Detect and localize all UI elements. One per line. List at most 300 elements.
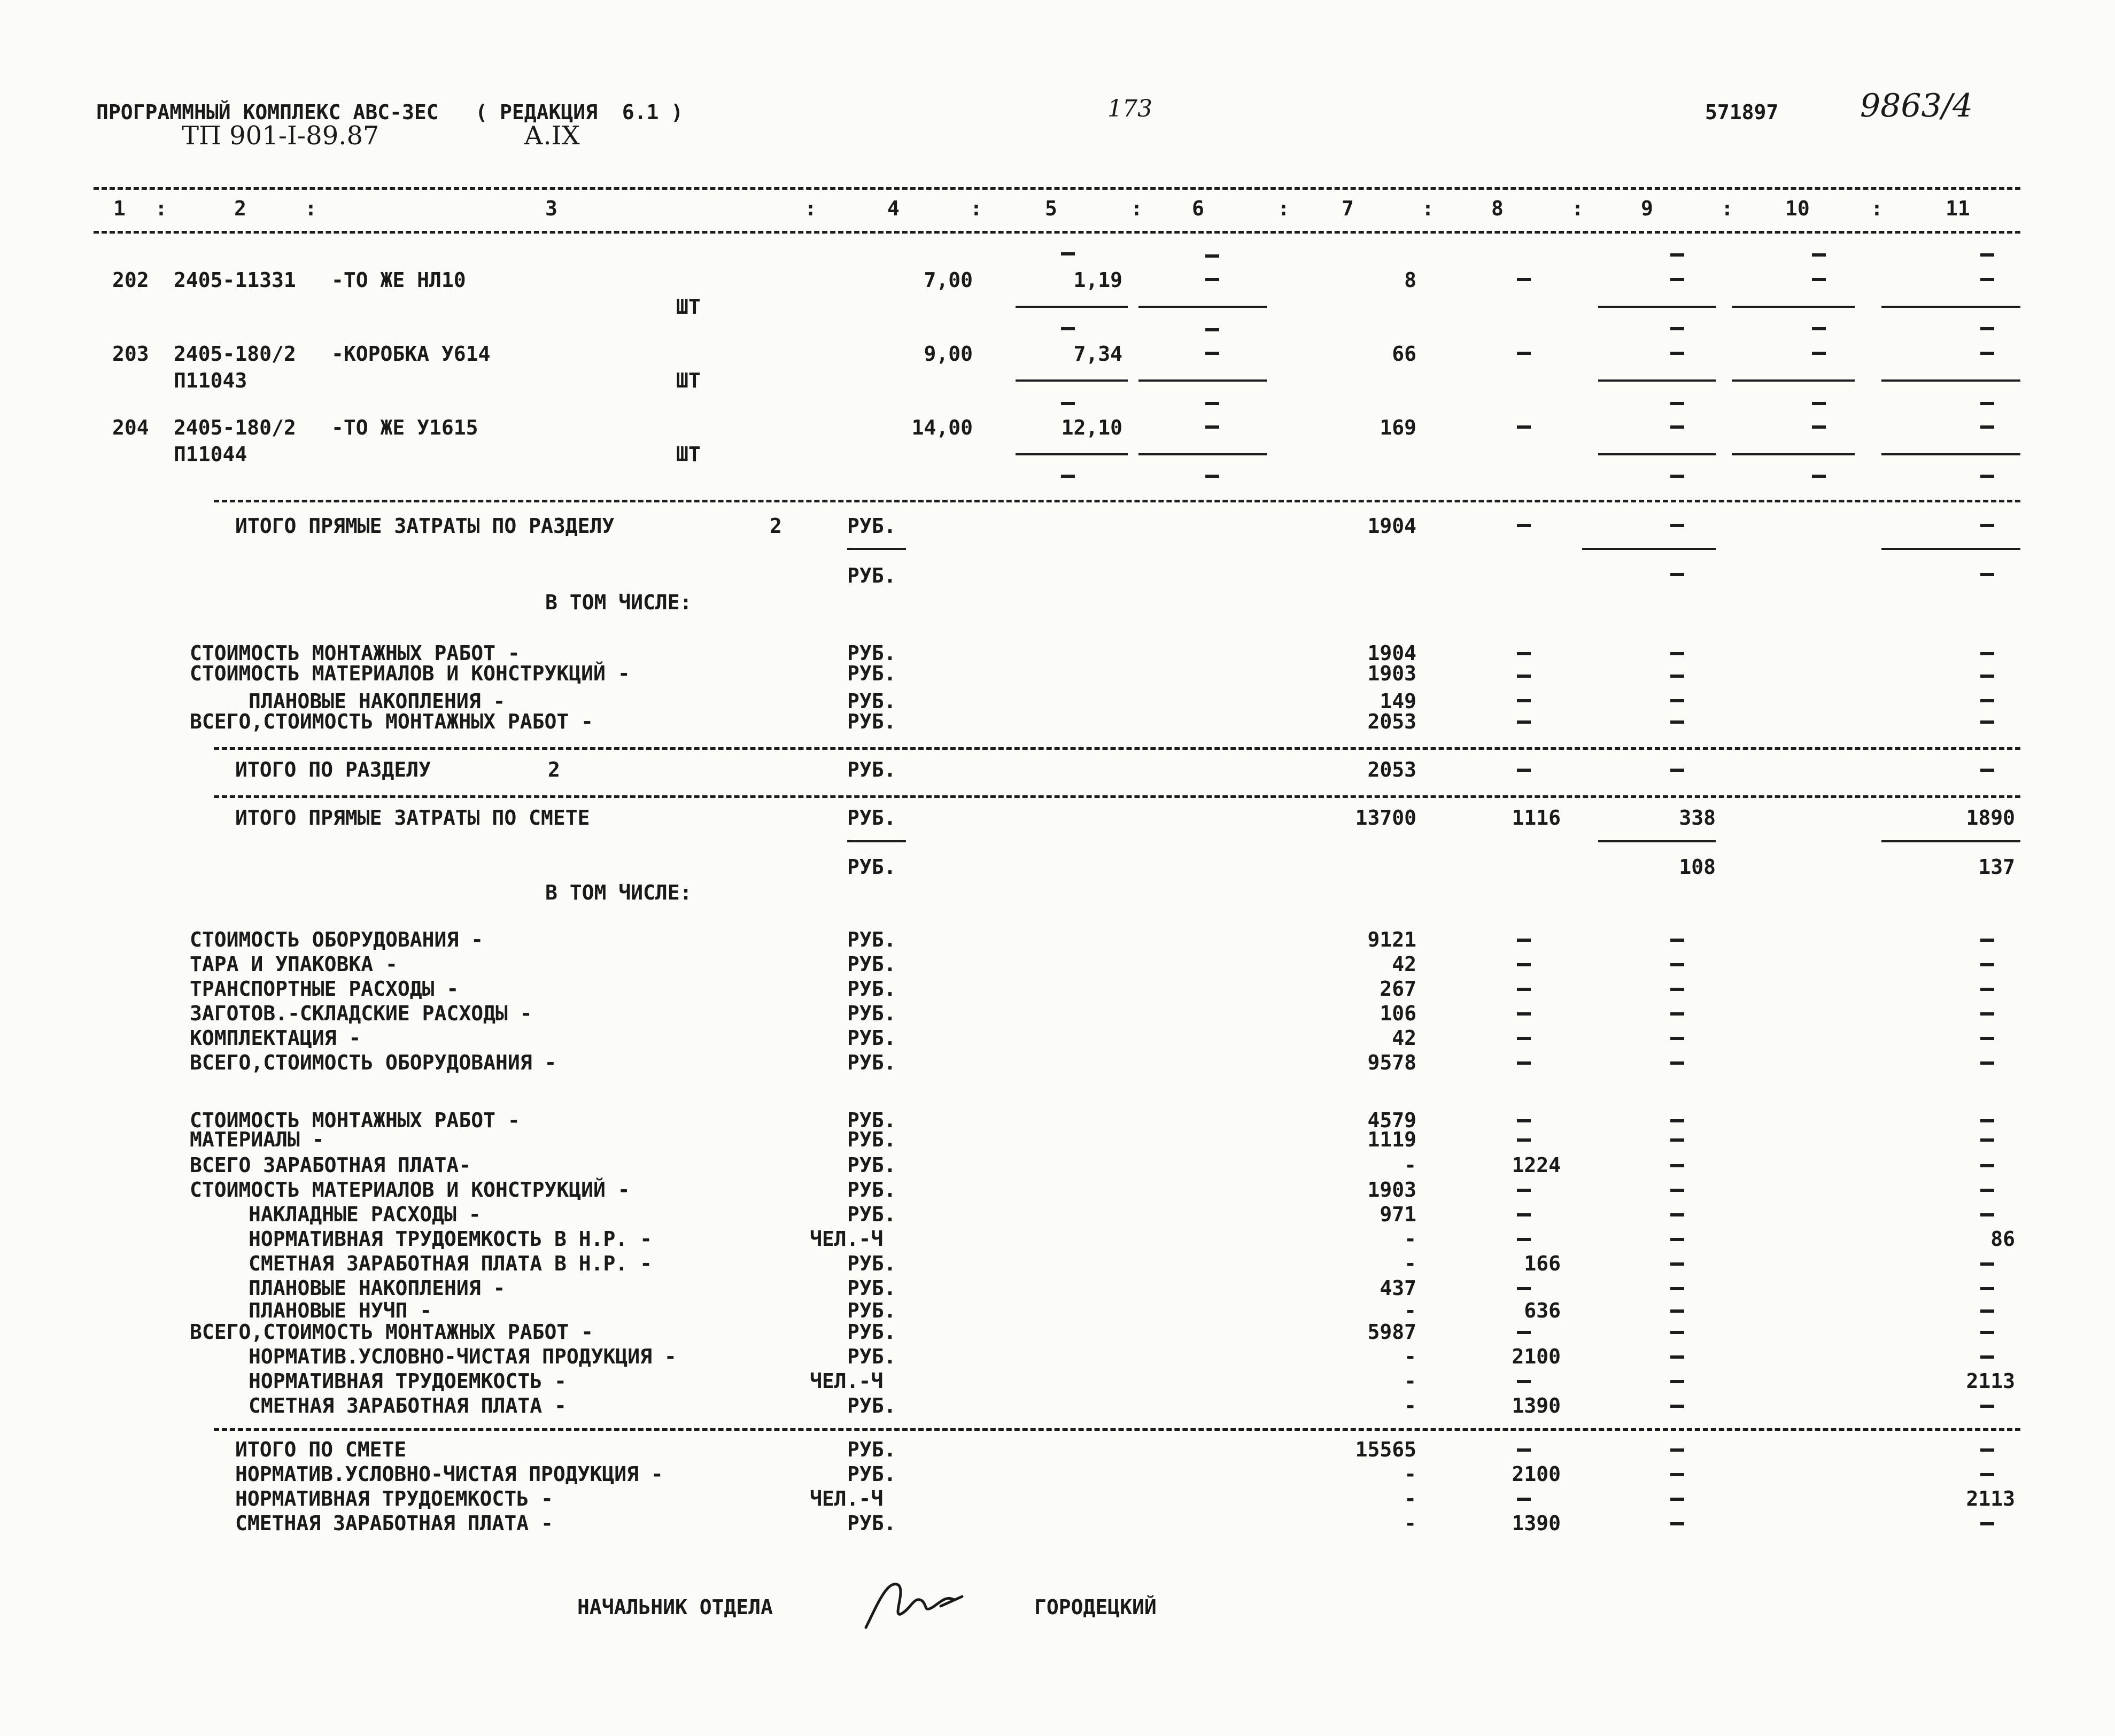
section-total-label: ИТОГО ПО РАЗДЕЛУ (235, 758, 431, 781)
empty-dash (1517, 1061, 1531, 1065)
works-unit: ЧЕЛ.-Ч (810, 1369, 884, 1393)
empty-dash (1670, 524, 1684, 527)
unit-rub: РУБ. (847, 758, 896, 781)
fraction-line (1732, 453, 1855, 455)
empty-dash (1980, 253, 1994, 257)
empty-dash (1061, 252, 1075, 255)
works-v8: 636 (1524, 1299, 1561, 1322)
item-unit-cost: 7,34 (1073, 342, 1122, 366)
empty-dash (1670, 963, 1684, 966)
works-label: НОРМАТИВНАЯ ТРУДОЕМКОСТЬ - (249, 1369, 567, 1393)
project-code: ТП 901-I-89.87 (182, 121, 379, 151)
empty-dash (1061, 475, 1075, 478)
empty-dash (1980, 1522, 1994, 1525)
item-total: 169 (1380, 416, 1416, 439)
item-number: 204 (112, 416, 149, 439)
sheet-number: 9863/4 (1860, 87, 1973, 125)
unit-rub: РУБ. (847, 855, 896, 879)
item-code: 2405-11331 (174, 268, 296, 292)
works-v7: 5987 (1367, 1320, 1416, 1344)
col-3: 3 (545, 197, 557, 220)
empty-dash (1670, 475, 1684, 478)
empty-dash (1670, 699, 1684, 702)
document-code: 571897 (1705, 100, 1779, 124)
empty-dash (1980, 1287, 1994, 1290)
works-v8: 166 (1524, 1252, 1561, 1275)
empty-dash (1980, 720, 1994, 724)
works-label: ВСЕГО ЗАРАБОТНАЯ ПЛАТА- (190, 1153, 471, 1177)
empty-dash (1517, 1380, 1531, 1383)
works-unit: РУБ. (847, 1178, 896, 1202)
fraction-line (847, 548, 906, 550)
empty-dash (1670, 1037, 1684, 1040)
works-v8: 2100 (1512, 1345, 1561, 1368)
col-2: 2 (234, 197, 246, 220)
empty-dash (1517, 939, 1531, 942)
works-unit: РУБ. (847, 1128, 896, 1151)
unit-rub: РУБ. (847, 806, 896, 830)
empty-dash (1517, 652, 1531, 655)
item-unit-cost: 1,19 (1073, 268, 1122, 292)
section-total-rule (214, 795, 2020, 798)
empty-dash (1980, 939, 1994, 942)
total-v11: 2113 (1966, 1487, 2015, 1510)
empty-dash (1670, 675, 1684, 678)
empty-dash (1980, 425, 1994, 429)
col-5: 5 (1045, 197, 1057, 220)
fraction-line (1016, 306, 1128, 308)
breakdown-unit: РУБ. (847, 641, 896, 665)
item-description: -ТО ЖЕ НЛ10 (331, 268, 466, 292)
fraction-line (1598, 453, 1716, 455)
works-unit: РУБ. (847, 1299, 896, 1322)
empty-dash (1670, 1138, 1684, 1142)
empty-dash (1980, 1448, 1994, 1452)
empty-dash (1670, 327, 1684, 330)
works-v7: 971 (1380, 1203, 1416, 1226)
works-unit: РУБ. (847, 1320, 896, 1344)
equipment-label: КОМПЛЕКТАЦИЯ - (190, 1026, 361, 1050)
empty-dash (1980, 699, 1994, 702)
equipment-label: ТРАНСПОРТНЫЕ РАСХОДЫ - (190, 977, 459, 1001)
estimate-direct-v11: 1890 (1966, 806, 2015, 830)
empty-dash (1517, 1287, 1531, 1290)
item-unit-cost: 12,10 (1061, 416, 1122, 439)
fraction-line (1881, 379, 2020, 382)
empty-dash (1670, 652, 1684, 655)
empty-dash (1980, 1037, 1994, 1040)
empty-dash (1812, 327, 1826, 330)
estimate-direct-v7: 13700 (1355, 806, 1416, 830)
fraction-line (1582, 548, 1716, 550)
item-number: 202 (112, 268, 149, 292)
fraction-line (1598, 379, 1716, 382)
works-unit: РУБ. (847, 1109, 896, 1132)
empty-dash (1980, 524, 1994, 527)
col-9: 9 (1641, 197, 1653, 220)
fraction-line (1598, 840, 1716, 842)
col-7: 7 (1342, 197, 1354, 220)
item-total: 8 (1404, 268, 1416, 292)
empty-dash (1670, 1238, 1684, 1241)
empty-dash (1205, 352, 1219, 355)
empty-dash (1980, 1262, 1994, 1266)
col-6: 6 (1192, 197, 1204, 220)
empty-dash (1670, 1405, 1684, 1408)
empty-dash (1670, 1522, 1684, 1525)
empty-dash (1670, 253, 1684, 257)
estimate-v11-second: 137 (1978, 855, 2015, 879)
col-separator: : (1721, 197, 1733, 220)
empty-dash (1670, 402, 1684, 405)
equipment-label: ЗАГОТОВ.-СКЛАДСКИЕ РАСХОДЫ - (190, 1002, 532, 1025)
empty-dash (1812, 425, 1826, 429)
handwritten-signature-icon (861, 1574, 967, 1633)
works-unit: РУБ. (847, 1394, 896, 1417)
col-separator: : (804, 197, 817, 220)
empty-dash (1980, 1405, 1994, 1408)
total-v8: 1390 (1512, 1512, 1561, 1535)
section-including-heading: В ТОМ ЧИСЛЕ: (545, 591, 692, 614)
equipment-label: ТАРА И УПАКОВКА - (190, 952, 398, 976)
item-number: 203 (112, 342, 149, 366)
estimate-including-heading: В ТОМ ЧИСЛЕ: (545, 881, 692, 904)
works-v7: 4579 (1367, 1109, 1416, 1132)
total-label: НОРМАТИВ.УСЛОВНО-ЧИСТАЯ ПРОДУКЦИЯ - (235, 1462, 663, 1486)
breakdown-label: СТОИМОСТЬ МОНТАЖНЫХ РАБОТ - (190, 641, 520, 665)
works-unit: РУБ. (847, 1276, 896, 1300)
total-v7: - (1404, 1512, 1416, 1535)
empty-dash (1061, 402, 1075, 405)
breakdown-value: 149 (1380, 689, 1416, 713)
empty-dash (1980, 475, 1994, 478)
fraction-line (1138, 379, 1267, 382)
empty-dash (1517, 988, 1531, 991)
works-label: ВСЕГО,СТОИМОСТЬ МОНТАЖНЫХ РАБОТ - (190, 1320, 593, 1344)
works-unit: РУБ. (847, 1153, 896, 1177)
empty-dash (1670, 1061, 1684, 1065)
equipment-value: 9578 (1367, 1051, 1416, 1074)
total-label: СМЕТНАЯ ЗАРАБОТНАЯ ПЛАТА - (235, 1512, 553, 1535)
fraction-line (1016, 379, 1128, 382)
empty-dash (1205, 475, 1219, 478)
section-number: 2 (770, 514, 782, 538)
empty-dash (1517, 963, 1531, 966)
total-label: НОРМАТИВНАЯ ТРУДОЕМКОСТЬ - (235, 1487, 553, 1510)
breakdown-value: 1903 (1367, 662, 1416, 685)
works-v7: - (1404, 1227, 1416, 1251)
equipment-unit: РУБ. (847, 952, 896, 976)
empty-dash (1205, 328, 1219, 331)
works-v7: - (1404, 1345, 1416, 1368)
total-v7: - (1404, 1487, 1416, 1510)
item-unit: ШТ (676, 443, 701, 466)
empty-dash (1517, 352, 1531, 355)
works-v7: - (1404, 1153, 1416, 1177)
fraction-line (847, 840, 906, 842)
equipment-label: СТОИМОСТЬ ОБОРУДОВАНИЯ - (190, 928, 484, 951)
empty-dash (1670, 939, 1684, 942)
equipment-unit: РУБ. (847, 1026, 896, 1050)
empty-dash (1980, 327, 1994, 330)
fraction-line (1598, 306, 1716, 308)
empty-dash (1517, 1138, 1531, 1142)
empty-dash (1517, 769, 1531, 772)
col-separator: : (155, 197, 167, 220)
item-sub-code: П11043 (174, 369, 247, 392)
empty-dash (1670, 1448, 1684, 1452)
fraction-line (1881, 306, 2020, 308)
section-total-rule (214, 747, 2020, 750)
signature-title: НАЧАЛЬНИК ОТДЕЛА (577, 1595, 773, 1619)
col-4: 4 (887, 197, 900, 220)
empty-dash (1980, 1138, 1994, 1142)
empty-dash (1812, 475, 1826, 478)
total-v7: 15565 (1355, 1438, 1416, 1461)
fraction-line (1732, 306, 1855, 308)
empty-dash (1670, 1380, 1684, 1383)
empty-dash (1517, 699, 1531, 702)
empty-dash (1980, 278, 1994, 281)
col-separator: : (1130, 197, 1143, 220)
empty-dash (1670, 1309, 1684, 1313)
empty-dash (1517, 1012, 1531, 1016)
fraction-line (1732, 379, 1855, 382)
works-v7: 437 (1380, 1276, 1416, 1300)
empty-dash (1980, 1061, 1994, 1065)
program-title: ПРОГРАММНЫЙ КОМПЛЕКС АВС-3ЕС ( РЕДАКЦИЯ 6.1 ) (96, 100, 684, 124)
empty-dash (1517, 524, 1531, 527)
equipment-unit: РУБ. (847, 928, 896, 951)
unit-rub: РУБ. (847, 514, 896, 538)
breakdown-label: ПЛАНОВЫЕ НАКОПЛЕНИЯ - (249, 689, 506, 713)
item-unit: ШТ (676, 295, 701, 319)
estimate-direct-v8: 1116 (1512, 806, 1561, 830)
breakdown-unit: РУБ. (847, 662, 896, 685)
works-unit: РУБ. (847, 1252, 896, 1275)
empty-dash (1812, 352, 1826, 355)
empty-dash (1670, 1331, 1684, 1334)
item-quantity: 9,00 (924, 342, 973, 366)
album-number: А.IX (524, 121, 580, 151)
estimate-v9-second: 108 (1679, 855, 1716, 879)
col-separator: : (305, 197, 317, 220)
works-label: ПЛАНОВЫЕ НУЧП - (249, 1299, 432, 1322)
equipment-value: 106 (1380, 1002, 1416, 1025)
empty-dash (1205, 278, 1219, 281)
empty-dash (1980, 1331, 1994, 1334)
empty-dash (1670, 1287, 1684, 1290)
col-separator: : (1871, 197, 1883, 220)
empty-dash (1517, 1037, 1531, 1040)
item-quantity: 14,00 (911, 416, 973, 439)
col-8: 8 (1491, 197, 1504, 220)
equipment-unit: РУБ. (847, 977, 896, 1001)
equipment-unit: РУБ. (847, 1002, 896, 1025)
empty-dash (1980, 402, 1994, 405)
empty-dash (1670, 1262, 1684, 1266)
works-v11: 2113 (1966, 1369, 2015, 1393)
header-rule-top (94, 187, 2020, 190)
empty-dash (1980, 652, 1994, 655)
section-direct-label: ИТОГО ПРЯМЫЕ ЗАТРАТЫ ПО РАЗДЕЛУ (235, 514, 615, 538)
works-label: НОРМАТИВНАЯ ТРУДОЕМКОСТЬ В Н.Р. - (249, 1227, 652, 1251)
empty-dash (1670, 988, 1684, 991)
signature-name: ГОРОДЕЦКИЙ (1034, 1595, 1157, 1619)
works-label: СТОИМОСТЬ МАТЕРИАЛОВ И КОНСТРУКЦИЙ - (190, 1178, 630, 1202)
total-unit: РУБ. (847, 1462, 896, 1486)
empty-dash (1670, 1189, 1684, 1192)
breakdown-label: СТОИМОСТЬ МАТЕРИАЛОВ И КОНСТРУКЦИЙ - (190, 662, 630, 685)
col-separator: : (970, 197, 982, 220)
empty-dash (1980, 1355, 1994, 1359)
estimate-direct-v9: 338 (1679, 806, 1716, 830)
empty-dash (1670, 769, 1684, 772)
item-description: -ТО ЖЕ У1615 (331, 416, 478, 439)
page-number: 173 (1107, 95, 1152, 122)
works-label: ПЛАНОВЫЕ НАКОПЛЕНИЯ - (249, 1276, 506, 1300)
breakdown-label: ВСЕГО,СТОИМОСТЬ МОНТАЖНЫХ РАБОТ - (190, 710, 593, 733)
empty-dash (1980, 1164, 1994, 1167)
fraction-line (1881, 840, 2020, 842)
empty-dash (1517, 1213, 1531, 1216)
empty-dash (1670, 1012, 1684, 1016)
empty-dash (1670, 573, 1684, 576)
empty-dash (1980, 963, 1994, 966)
empty-dash (1061, 327, 1075, 330)
empty-dash (1205, 254, 1219, 258)
header-rule-bottom (94, 231, 2020, 234)
empty-dash (1980, 1213, 1994, 1216)
empty-dash (1670, 1498, 1684, 1501)
works-label: СТОИМОСТЬ МОНТАЖНЫХ РАБОТ - (190, 1109, 520, 1132)
empty-dash (1670, 1213, 1684, 1216)
empty-dash (1517, 278, 1531, 281)
empty-dash (1517, 1119, 1531, 1122)
breakdown-unit: РУБ. (847, 689, 896, 713)
empty-dash (1670, 1473, 1684, 1476)
section-total-value: 2053 (1367, 758, 1416, 781)
empty-dash (1670, 1119, 1684, 1122)
works-label: СМЕТНАЯ ЗАРАБОТНАЯ ПЛАТА - (249, 1394, 567, 1417)
empty-dash (1517, 1189, 1531, 1192)
equipment-value: 42 (1392, 1026, 1416, 1050)
empty-dash (1812, 253, 1826, 257)
fraction-line (1881, 548, 2020, 550)
equipment-unit: РУБ. (847, 1051, 896, 1074)
fraction-line (1881, 453, 2020, 455)
col-separator: : (1571, 197, 1584, 220)
works-v8: 1390 (1512, 1394, 1561, 1417)
empty-dash (1205, 425, 1219, 429)
works-label: НАКЛАДНЫЕ РАСХОДЫ - (249, 1203, 481, 1226)
item-quantity: 7,00 (924, 268, 973, 292)
works-unit: ЧЕЛ.-Ч (810, 1227, 884, 1251)
breakdown-unit: РУБ. (847, 710, 896, 733)
item-sub-code: П11044 (174, 443, 247, 466)
empty-dash (1670, 1355, 1684, 1359)
total-unit: РУБ. (847, 1438, 896, 1461)
item-code: 2405-180/2 (174, 342, 296, 366)
col-separator: : (1277, 197, 1290, 220)
empty-dash (1980, 1473, 1994, 1476)
item-unit: ШТ (676, 369, 701, 392)
item-description: -КОРОБКА У614 (331, 342, 491, 366)
col-11: 11 (1946, 197, 1970, 220)
works-v7: - (1404, 1394, 1416, 1417)
empty-dash (1517, 1448, 1531, 1452)
total-label: ИТОГО ПО СМЕТЕ (235, 1438, 407, 1461)
section-rule (214, 500, 2020, 502)
works-v7: - (1404, 1252, 1416, 1275)
works-v8: 1224 (1512, 1153, 1561, 1177)
works-v11: 86 (1990, 1227, 2015, 1251)
fraction-line (1138, 453, 1267, 455)
grand-total-rule (214, 1428, 2020, 1431)
col-1: 1 (113, 197, 126, 220)
estimate-direct-label: ИТОГО ПРЯМЫЕ ЗАТРАТЫ ПО СМЕТЕ (235, 806, 590, 830)
empty-dash (1517, 675, 1531, 678)
works-unit: РУБ. (847, 1345, 896, 1368)
empty-dash (1670, 1164, 1684, 1167)
empty-dash (1670, 720, 1684, 724)
breakdown-value: 1904 (1367, 641, 1416, 665)
empty-dash (1980, 1012, 1994, 1016)
works-v7: 1903 (1367, 1178, 1416, 1202)
empty-dash (1980, 1119, 1994, 1122)
equipment-label: ВСЕГО,СТОИМОСТЬ ОБОРУДОВАНИЯ - (190, 1051, 557, 1074)
empty-dash (1980, 1309, 1994, 1313)
equipment-value: 267 (1380, 977, 1416, 1001)
empty-dash (1980, 573, 1994, 576)
total-v7: - (1404, 1462, 1416, 1486)
empty-dash (1517, 425, 1531, 429)
equipment-value: 42 (1392, 952, 1416, 976)
empty-dash (1980, 352, 1994, 355)
item-code: 2405-180/2 (174, 416, 296, 439)
section-direct-total: 1904 (1367, 514, 1416, 538)
empty-dash (1980, 675, 1994, 678)
empty-dash (1670, 352, 1684, 355)
empty-dash (1517, 1331, 1531, 1334)
section-number: 2 (548, 758, 560, 781)
total-v8: 2100 (1512, 1462, 1561, 1486)
works-v7: - (1404, 1369, 1416, 1393)
empty-dash (1980, 988, 1994, 991)
works-v7: 1119 (1367, 1128, 1416, 1151)
breakdown-value: 2053 (1367, 710, 1416, 733)
works-label: НОРМАТИВ.УСЛОВНО-ЧИСТАЯ ПРОДУКЦИЯ - (249, 1345, 677, 1368)
empty-dash (1517, 720, 1531, 724)
empty-dash (1980, 1189, 1994, 1192)
works-label: МАТЕРИАЛЫ - (190, 1128, 324, 1151)
empty-dash (1517, 1238, 1531, 1241)
works-unit: РУБ. (847, 1203, 896, 1226)
empty-dash (1670, 278, 1684, 281)
empty-dash (1670, 425, 1684, 429)
empty-dash (1517, 1498, 1531, 1501)
equipment-value: 9121 (1367, 928, 1416, 951)
empty-dash (1812, 402, 1826, 405)
col-10: 10 (1785, 197, 1810, 220)
works-v7: - (1404, 1299, 1416, 1322)
item-total: 66 (1392, 342, 1416, 366)
fraction-line (1138, 306, 1267, 308)
fraction-line (1016, 453, 1128, 455)
empty-dash (1205, 402, 1219, 405)
total-unit: ЧЕЛ.-Ч (810, 1487, 884, 1510)
empty-dash (1980, 769, 1994, 772)
